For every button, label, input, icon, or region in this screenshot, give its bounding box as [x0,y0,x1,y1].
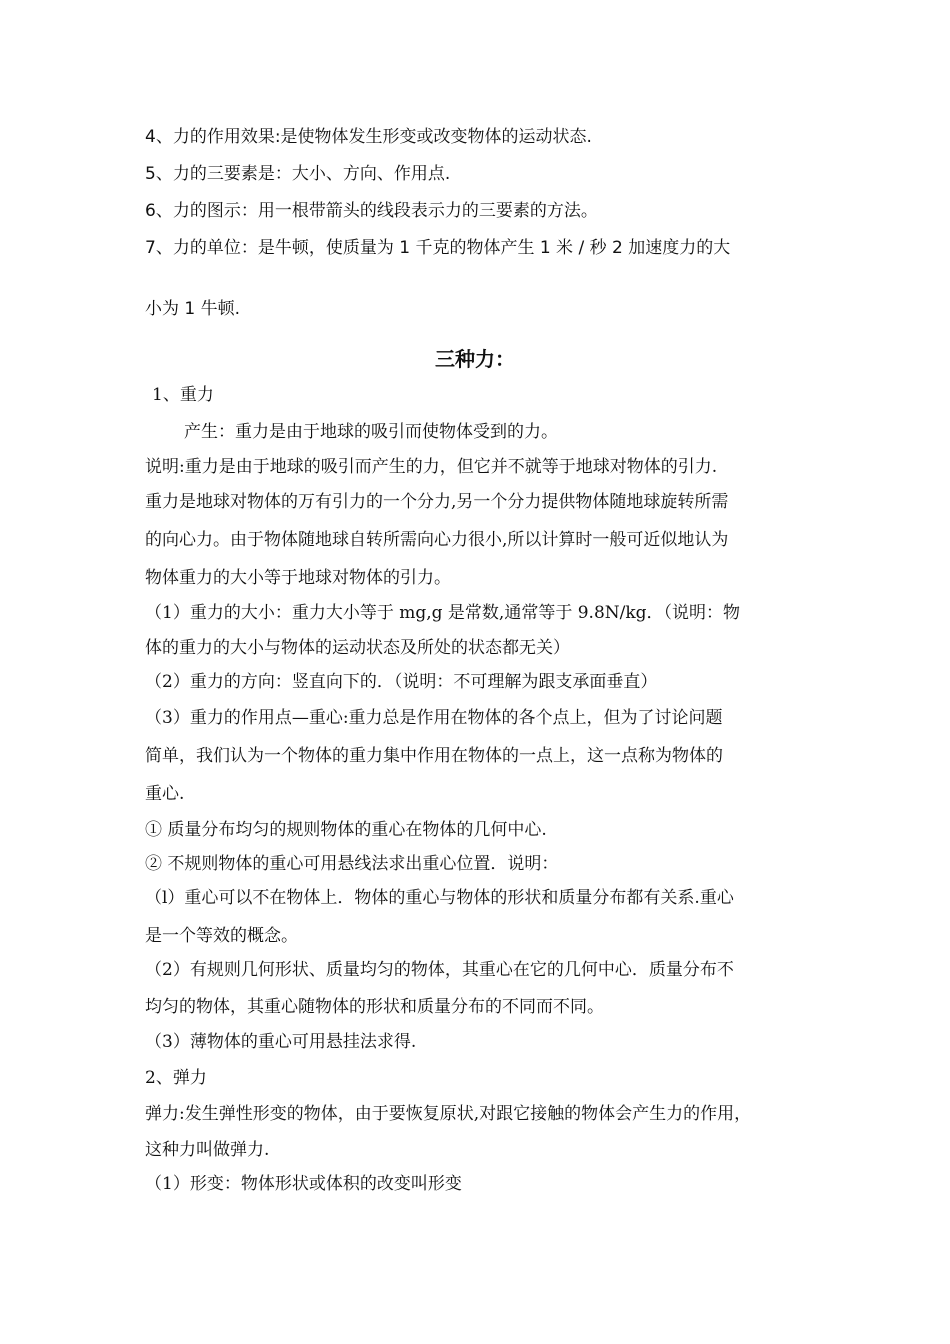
elastic-definition-line-1: 弹力:发生弹性形变的物体，由于要恢复原状,对跟它接触的物体会产生力的作用， [145,1104,752,1124]
gravity-center-line-3: 重心. [145,784,185,804]
gravity-note-line-1: 说明:重力是由于地球的吸引而产生的力，但它并不就等于地球对物体的引力. [145,457,718,477]
center-note-2-line-2: 均匀的物体，其重心随物体的形状和质量分布的不同而不同。 [145,997,604,1017]
center-note-1-line-1: （l）重心可以不在物体上．物体的重心与物体的形状和质量分布都有关系.重心 [145,888,734,908]
item-5-line: 5、力的三要素是：大小、方向、作用点. [145,164,451,184]
gravity-size-line-1: （1）重力的大小：重力大小等于 mg,g 是常数,通常等于 9.8N/kg．（说明：物 [145,603,741,623]
gravity-title: 1、重力 [152,385,214,405]
elastic-title: 2、弹力 [145,1068,207,1088]
item-6-line: 6、力的图示：用一根带箭头的线段表示力的三要素的方法。 [145,201,598,221]
item-4-line: 4、力的作用效果:是使物体发生形变或改变物体的运动状态. [145,127,592,147]
center-note-3: （3）薄物体的重心可用悬挂法求得. [145,1032,417,1052]
gravity-center-line-1: （3）重力的作用点—重心:重力总是作用在物体的各个点上，但为了讨论问题 [145,708,723,728]
center-note-1-line-2: 是一个等效的概念。 [145,926,298,946]
elastic-definition-line-2: 这种力叫做弹力. [145,1140,270,1160]
gravity-note-line-2: 重力是地球对物体的万有引力的一个分力,另一个分力提供物体随地球旋转所需 [145,492,729,512]
gravity-origin: 产生：重力是由于地球的吸引而使物体受到的力。 [184,422,558,442]
gravity-size-line-2: 体的重力的大小与物体的运动状态及所处的状态都无关） [145,638,570,658]
gravity-center-line-2: 简单，我们认为一个物体的重力集中作用在物体的一点上，这一点称为物体的 [145,746,723,766]
center-point-2: ② 不规则物体的重心可用悬线法求出重心位置．说明： [145,854,559,874]
section-heading: 三种力： [435,347,515,371]
elastic-deformation: （1）形变：物体形状或体积的改变叫形变 [145,1174,462,1194]
gravity-note-line-4: 物体重力的大小等于地球对物体的引力。 [145,568,451,588]
item-7-line: 7、力的单位：是牛顿，使质量为 1 千克的物体产生 1 米 / 秒 2 加速度力的大 [145,238,731,258]
gravity-note-line-3: 的向心力。由于物体随地球自转所需向心力很小,所以计算时一般可近似地认为 [145,530,729,550]
center-note-2-line-1: （2）有规则几何形状、质量均匀的物体，其重心在它的几何中心．质量分布不 [145,960,734,980]
item-7-continuation: 小为 1 牛顿. [145,299,241,319]
gravity-direction: （2）重力的方向：竖直向下的．（说明：不可理解为跟支承面垂直） [145,672,658,692]
center-point-1: ① 质量分布均匀的规则物体的重心在物体的几何中心. [145,820,547,840]
